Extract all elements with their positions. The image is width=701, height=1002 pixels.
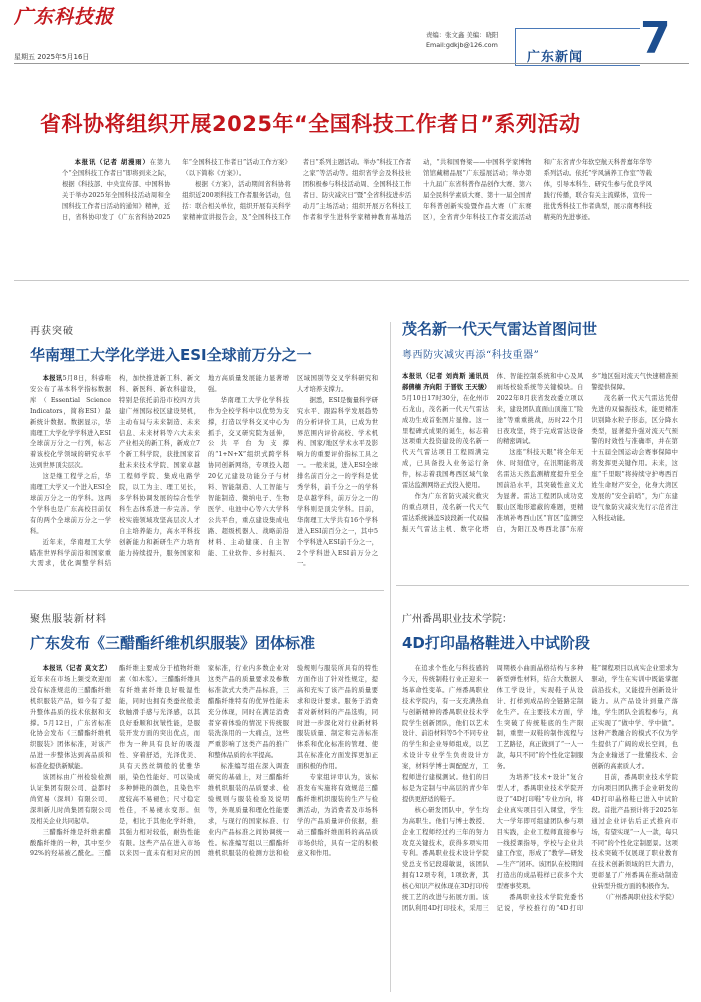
lead-byline: 本报讯（记者 胡漫雨）: [74, 159, 150, 166]
story4-paragraph: 番禺职业技术学院党委书记说，学校推行的“4D打印鞋”课程项目以真实企业需求为驱动，学生在实训中既能掌握前沿技术，又能提升创新设计能力。从产品设计到量产落地，学生团队全流程参与，真正实现了“做中学、学中做”。这种产教融合的模式不仅为学生提供了广阔的成长空间，也为企业输送了一批懂技术、会创新的高素质人才。: [496, 665, 678, 912]
story1-body: [30, 374, 378, 576]
story1-headline: 华南理工大学化学进入ESI全球前万分之一: [30, 346, 312, 364]
story4-paragraph: 在追求个性化与科技感的今天，传统制鞋行业正迎来一场革命性变革。广州番禺职业技术学院内，有一支充满热血与创新精神的番禺职业技术学院学生创新团队，他们以艺术设计、前沿材料等5个不同专业的学生和企业导师组成，以艺术设计专业学生负责设计方案，材料学博士调配配方，工程师进行建模测试。他们的目标是为定制与中高层的青少年提供更舒适的鞋子。: [402, 665, 489, 803]
story4-paragraph: 为培养“技术+设计”复合型人才，番禺职业技术学院开设了“4D打印鞋”专业方向，将企业真实项目引入课堂，学生大一学年即可组建团队参与项目实践，企业工程师直接参与一线授课指导，学校与企业共建工作室，形成了“教学—研发—生产”闭环。该团队在校期间打造出的成品鞋样已获多个大型赛事奖项。: [496, 774, 584, 891]
lead-body: [62, 158, 652, 250]
story1-byline: 本报讯: [42, 375, 63, 382]
story1-paragraph: 这是继工程学之后，华南理工大学又一个进入ESI全球前万分之一的学科。这两个学科也是广东高校目前仅有的两个全球前万分之一学科。: [30, 473, 111, 535]
story3-paragraph: 茂名新一代天气雷达凭借先进的双偏振技术，能更精准识别降水粒子形态，区分降水类型，显著提升强对流天气预警的时效性与准确率，并在第十五届全国运动会赛事保障中将发挥更关键作用。未来，这座“千里眼”将持续守护粤西百姓生命财产安全，化身大湾区发展的“安全前哨”，为广东建设气象防灾减灾先行示范省注入科技动能。: [591, 394, 678, 522]
lead-paragraph: 在第九个“全国科技工作者日”即将到来之际，根据《科技部、中央宣传部、中国科协关于举办2025年全国科技活动周和全国科技工作者日活动的通知》精神，近日，省科协印发了《广东省科协2025年“全国科技工作者日”活动工作方案》（以下简称《方案》）。: [62, 159, 291, 221]
story3-paragraph: 5月10日17时30分，在化州市石龙山，茂名新一代天气雷达成功生成首张图片显像。这一里程碑式成果的诞生，标志着这项重大投资建设的茂名新一代天气雷达项目工程圆满完成，已具备投入业务运行条件，标志着我国粤西区域气象雷达监测网络正式投入使用。: [402, 394, 489, 490]
lead-headline: 省科协将组织开展2025年“全国科技工作者日”系列活动: [40, 112, 581, 136]
story4-paragraph: 核心研发团队中，学生均为高职生。他们与博士教授、企业工程师经过约三年的努力攻克关键技术，获得多项实用专利。番禺职业技术设计学院党总支书记段璟敏说，该团队拥有12项专利，1项软著，其核心知识产权体现在3D打印传统工艺的改进与拓展方面。该团队利用4D打印技术，采用三周期极小曲面晶格结构与多种新型弹性材料，结合大数据人体工学设计，实现鞋子从设计、打样到成品的全链路定制化生产。在主要技术方面，学生突破了传统鞋底的生产限制，重塑一双鞋的制作流程与工艺路径，真正做到了“一人一款，每只不同”的个性化定制服务。: [402, 665, 584, 912]
story1-paragraph: 华南理工大学化学科技作为全校学科中以优势为支撑，打造以学科交叉中心为抓手，交叉研究院为延伸，公共平台为支撑的“1+N+X”组织式跨学科协同创新网络，专项投入超20亿元建设功能分子与材料、智能制造、人工智能与智能制造、微纳电子、生物医学、电池中心等六大学科公共平台，重点建设集成电路、超级机器人、战略前沿材料、主动健康、自主智能、工业软件、乡村振兴、区域国别等交叉学科研究和人才培养支撑力。: [208, 375, 378, 557]
story2-kicker: 聚焦服装新材料: [30, 614, 107, 625]
story1-paragraph: 据悉，ESI是衡量科学研究水平、跟踪科学发展趋势的分析评价工具，已成为世界范围内评价高校、学术机构、国家/地区学术水平及影响力的重要评价指标工具之一。一般来说，进入ESI全球排名前百分之一的学科是优秀学科，前千分之一的学科是卓越学科，前万分之一的学科则是顶尖学科。目前，华南理工大学共有16个学科进入ESI前百分之一，其中5个学科进入ESI前千分之一，2个学科进入ESI前万分之一。: [297, 396, 378, 568]
story2-byline: 本报讯（记者 莫文艺）: [42, 665, 111, 672]
story2-paragraph: 近年来在市场上频受欢迎而没有标准规范的三醋酯纤维机织服装产品，如今有了提升整体品质的技术依据和支撑。5月12日，广东省标准化协会发布《三醋酯纤维机织服装》团体标准，对该产品进一步整体达到高品质和标准化提供新赋能。: [30, 675, 111, 771]
story3-paragraph: 作为广东省防灾减灾救灾的重点项目，茂名新一代天气雷达系统涵盖S波段新一代双偏振天气雷达主机、数字化塔体、智能控制系统和中心及风雨场校验系统等关键模块。自2022年8月获省发改委立项以来，建设团队直面山顶施工“险途”等重重挑战，历时22个月日夜攻坚，终于完成雷达设备的精密调试。: [402, 373, 584, 533]
issue-date: 星期五 2025年5月16日: [14, 53, 90, 61]
story-divider: [14, 590, 384, 591]
story1-paragraph: 近年来，华南理工大学瞄准世界科学前沿和国家重大需求，优化调整学科结构，加快推进新工科、新文科、新医科、新农科建设，特别是依托前沿市校四方共建广州国际校区建设契机，主动布局与未来制造、未来信息、未来材料等六大未来产业相关的新工科，新成立7个新工科学院，获批国家首批未来技术学院、国家卓越工程师学院、集成电路学院，以工为主、理工见长，多学科协调发展的综合性学科生态体系进一步完善。学校实施领域攻坚高层次人才自主培养能力，高水平科技创新能力和新研生产力培育能力持续提升，服务国家和地方高质量发展能力显著增强。: [30, 375, 289, 568]
contact-email: Email:gdkjb@126.com: [426, 41, 498, 49]
page-number: 7: [640, 13, 671, 64]
story3-headline: 茂名新一代天气雷达首图问世: [402, 320, 598, 338]
editor-credits: 责编：张文鑫 美编：晓阳: [426, 31, 499, 39]
story4-credit: （广州番禺职业技术学院）: [602, 894, 678, 902]
story-divider: [396, 585, 689, 586]
story1-kicker: 再获突破: [30, 326, 74, 337]
section-title: 广东新闻: [527, 50, 584, 65]
story2-body: [30, 664, 378, 992]
masthead-rule: [14, 63, 689, 64]
story3-byline: 本报讯（记者 刘尚斯 通讯员 郝倩楠 齐向阳 于晋钦 王天骏）: [402, 373, 491, 391]
story4-paragraph: 目前，番禺职业技术学院方向项目团队携手企业研发的4D打印晶格鞋已进入中试阶段。首批产品预计将于2025年通过企业评估后正式推向市场，有望实现“一人一款，每只不同”的个性化定制愿景。这项技术突破不仅展现了职业教育在技术创新领域的巨大潜力，更彰显了广州番禺在推动制造业转型升级方面的积极作为。: [591, 774, 678, 891]
story2-paragraph: 三醋酯纤维是纤维素醋酸酯纤维的一种，其中至少92%的羟基被乙酰化。三醋酯纤维主要成分于植物纤维素（如木浆）。三醋酯纤维具有纤维素纤维良好吸湿性能，同时也拥有类蚕丝般柔软触滑手感与光泽感，以其良好垂顺和抗皱性能，是服装开发方面的突出优点，而作为一种具有良好的吸湿性、穿着舒适，光泽优美、具有天然丝绸般的优雅华丽，染色性能好、可以染成多种鲜艳的颜色，且染色牢度较高不易褪色；尺寸稳定性佳，不易褪水变形。但是，相比于其他化学纤维，其强力相对较低，耐热性能有限。这些产品在进入市场以来因一直未有相对应的国家标准，行业内多数企业对这类产品的质量要求及参数标准款式大类产品标准，三醋酯纤维特有的优异性能未充分体现，同时在满足消费者穿着体验的情况下传统服装洗涤用的一大痛点，这些严重影响了这类产品的推广和整体品质的水平提高。: [30, 665, 289, 858]
story2-paragraph: 专家组评审认为，该标准发布实施将有效规范三醋酯纤维机织服装的生产与检测活动，为消费者及市场科学的产品质量评价依据，推动三醋酯纤维面料的高品质市场供给，具有一定的积极意义和作用。: [297, 774, 378, 858]
newspaper-logo: 广东科技报: [14, 6, 115, 28]
story1-paragraph: 5月8日，科睿唯安公布了基本科学指标数据库（Essential Science Indicators，简称ESI）最新统计数据。数据显示，华南理工大学化学学科进入ESI全球前万分之一行列，标志着该校化学领域的研究水平达到世界顶尖层次。: [30, 375, 112, 470]
lead-paragraph: 根据《方案》，活动期间省科协将组织近200项科技工作者服务活动，包括：联合相关单位，组织开展有关科学家精神宣讲报告会，及“全国科技工作者日”系列主题活动。举办“科技工作者之家”等活动等。组织省学会及科技社团积极参与科技活动周、全国科技工作者日、防灾减灾日“暨”全省科技进步活动月”主场活动；组织开展万名科技工作者和学生进科学家精神教育基地活动，“共和国脊梁——中国科学家博物馆馆藏精品展”广东巡展活动；举办第十九届广东省科普作品创作大赛、第六届全民科学素质大赛、第十一届全国青年科普创新实验暨作品大赛（广东赛区），全省青少年科技工作者交流活动和广东省青少年软空航天科普嘉年华等系列活动。依托“学风涵养工作室”等载体，引导本科生、研究生参与优良学风践行传播，联合有关主流媒体，宣传一批优秀科技工作者典型，展示南粤科技精英的先进事迹。: [182, 159, 652, 221]
story3-paragraph: 这座“科技天眼”将全年无休、时刻值守，在汛期能将茂名雷达天然监测精度提升至全国前沿水平，其突破性意义尤为显著。雷达工程团队成功克服山区地形遮蔽的难题，更精准填补粤西山区“盲区”监测空白，为阳江及粤西北部“东府乡”地区强对流天气快速精准预警提供保障。: [496, 373, 678, 533]
column-divider: [390, 322, 391, 992]
story3-body: [402, 372, 678, 574]
story3-subhead: 粤西防灾减灾再添“科技重器”: [402, 350, 540, 361]
masthead: [0, 0, 701, 78]
story4-kicker: 广州番禺职业技术学院：: [402, 614, 512, 625]
story4-headline: 4D打印晶格鞋进入中试阶段: [402, 634, 590, 652]
story2-paragraph: 该团标由广州检验检测认证集团有限公司、益都时尚贸易（深圳）有限公司、深圳新儿时尚集团有限公司及相关企业共同起草。: [30, 774, 111, 825]
story2-paragraph: 标准编写组在深入调查研究的基础上，对三醋酯纤维机织服装的品质要求、检验规则与服装检验及说明等，外观质量和理化性能要求，与现行的国家标准、行业内产品标准之间协调统一性。标准编写组以三醋酯纤维机织服装的检测方法和检验规则与服装所具有的特性方面作出了针对性规定，提高和充实了该产品的质量要求和设计要求。服务于消费者对新材料的产品选购，同时进一步深化对行业新材料服装质量、制定和完善标准体系和优化标准的管理、使其在标准化方面发挥更加正面积极的作用。: [208, 665, 378, 858]
section-divider: [14, 280, 689, 281]
story4-body: [402, 664, 678, 992]
story2-headline: 广东发布《三醋酯纤维机织服装》团体标准: [30, 634, 316, 652]
